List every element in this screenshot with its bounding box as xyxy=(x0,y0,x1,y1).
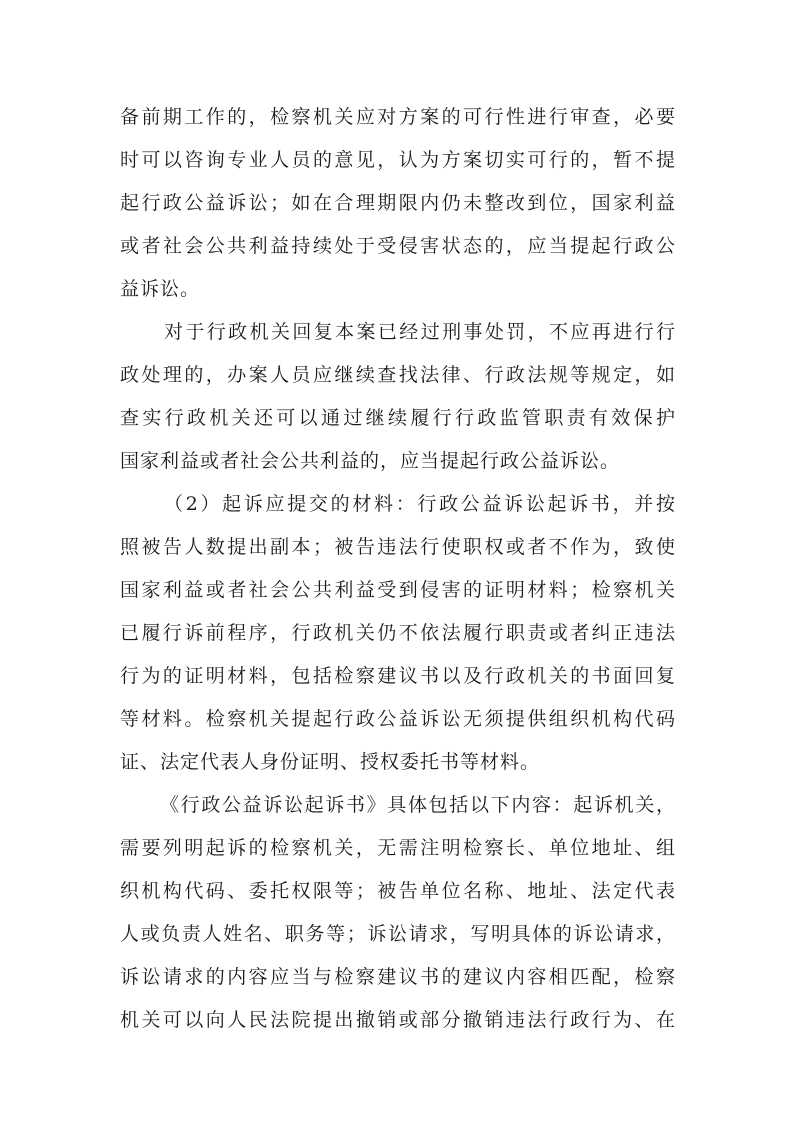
text-line: 国家利益或者社会公共利益受到侵害的证明材料；检察机关 xyxy=(120,579,676,601)
text-line: 织机构代码、委托权限等；被告单位名称、地址、法定代表 xyxy=(120,880,676,902)
text-line: 对于行政机关回复本案已经过刑事处罚，不应再进行行 xyxy=(164,321,676,343)
text-line: 人或负责人姓名、职务等；诉讼请求，写明具体的诉讼请求， xyxy=(120,923,676,945)
text-line: 等材料。检察机关提起行政公益诉讼无须提供组织机构代码 xyxy=(120,708,676,730)
document-body xyxy=(120,96,676,1042)
text-line: 照被告人数提出副本；被告违法行使职权或者不作为，致使 xyxy=(120,536,676,558)
text-line: 政处理的，办案人员应继续查找法律、行政法规等规定，如 xyxy=(120,364,676,386)
text-line: （2）起诉应提交的材料：行政公益诉讼起诉书，并按 xyxy=(164,493,676,515)
paragraph-4 xyxy=(120,784,676,1042)
text-line: 机关可以向人民法院提出撤销或部分撤销违法行政行为、在 xyxy=(120,1009,676,1031)
paragraph-1 xyxy=(120,96,676,311)
text-line: 时可以咨询专业人员的意见，认为方案切实可行的，暂不提 xyxy=(120,149,676,171)
text-line: 证、法定代表人身份证明、授权委托书等材料。 xyxy=(120,751,541,773)
text-line: 查实行政机关还可以通过继续履行行政监管职责有效保护 xyxy=(120,407,676,429)
text-line: 《行政公益诉讼起诉书》具体包括以下内容：起诉机关， xyxy=(160,794,676,816)
paragraph-3 xyxy=(120,483,676,784)
text-line: 诉讼请求的内容应当与检察建议书的建议内容相匹配，检察 xyxy=(120,966,676,988)
text-line: 益诉讼。 xyxy=(120,278,201,300)
paragraph-2 xyxy=(120,311,676,483)
text-line: 需要列明起诉的检察机关，无需注明检察长、单位地址、组 xyxy=(120,837,676,859)
text-line: 备前期工作的，检察机关应对方案的可行性进行审查，必要 xyxy=(120,106,676,128)
text-line: 行为的证明材料，包括检察建议书以及行政机关的书面回复 xyxy=(120,665,676,687)
text-line: 或者社会公共利益持续处于受侵害状态的，应当提起行政公 xyxy=(120,235,676,257)
text-line: 起行政公益诉讼；如在合理期限内仍未整改到位，国家利益 xyxy=(120,192,676,214)
text-line: 已履行诉前程序，行政机关仍不依法履行职责或者纠正违法 xyxy=(120,622,676,644)
text-line: 国家利益或者社会公共利益的，应当提起行政公益诉讼。 xyxy=(120,450,621,472)
